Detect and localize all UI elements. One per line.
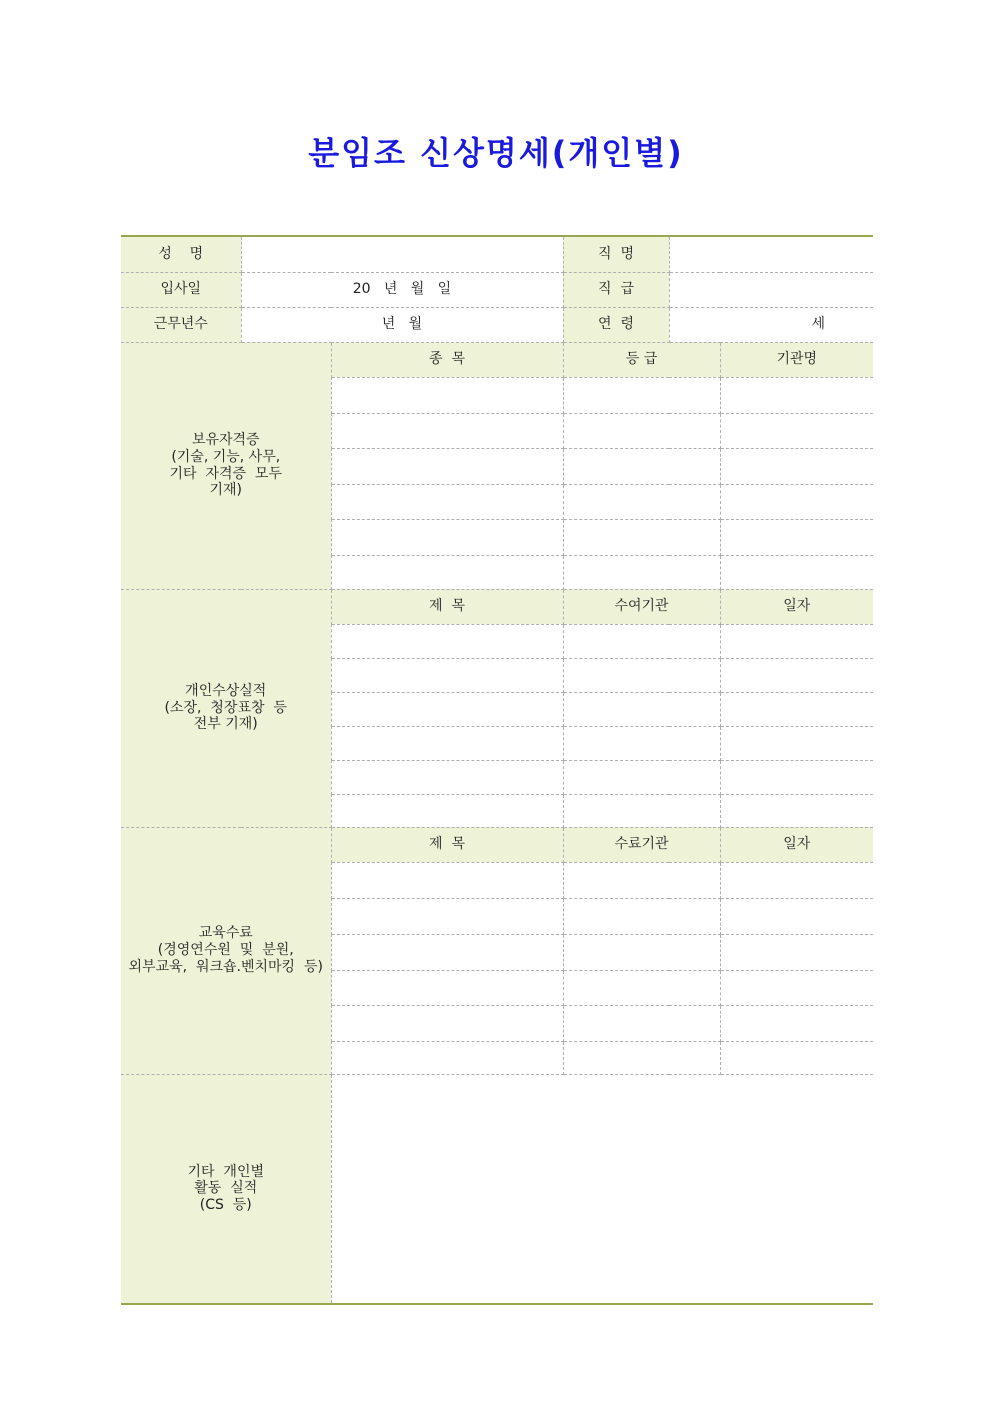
certs-section-label: [121, 342, 331, 589]
grade-label: 직 급: [563, 272, 669, 307]
education-label-line: 외부교육, 워크숍.벤치마킹 등): [128, 958, 323, 975]
awards-label-line: 개인수상실적: [185, 682, 267, 699]
education-header-date: 일자: [720, 827, 873, 862]
certs-header-grade: 등 급: [563, 342, 720, 377]
certs-label-line: 기재): [209, 482, 242, 499]
awards-cell[interactable]: [563, 726, 720, 760]
education-label-line: 교육수료: [198, 925, 253, 942]
awards-cell[interactable]: [331, 794, 563, 827]
position-label: 직 명: [563, 236, 669, 272]
certs-cell[interactable]: [720, 448, 873, 484]
other-activities-cell[interactable]: [331, 1074, 873, 1304]
education-cell[interactable]: [563, 970, 720, 1005]
awards-cell[interactable]: [563, 692, 720, 726]
awards-header-issuer: 수여기관: [563, 589, 720, 624]
other-section-label: [121, 1074, 331, 1304]
education-cell[interactable]: [331, 862, 563, 898]
awards-header-title: 제 목: [331, 589, 563, 624]
certs-cell[interactable]: [331, 484, 563, 519]
education-header-institution: 수료기관: [563, 827, 720, 862]
age-label: 연 령: [563, 307, 669, 342]
awards-cell[interactable]: [331, 692, 563, 726]
other-label-line: (CS 등): [199, 1197, 252, 1214]
certs-cell[interactable]: [331, 555, 563, 589]
certs-cell[interactable]: [563, 484, 720, 519]
join-date-value[interactable]: 20 년 월 일: [241, 272, 563, 307]
page-title: 분임조 신상명세(개인별): [308, 134, 684, 172]
join-date-label: 입사일: [121, 272, 241, 307]
education-header-title: 제 목: [331, 827, 563, 862]
education-cell[interactable]: [720, 1005, 873, 1041]
years-value[interactable]: 년 월: [241, 307, 563, 342]
certs-header-agency: 기관명: [720, 342, 873, 377]
awards-cell[interactable]: [720, 658, 873, 692]
awards-cell[interactable]: [720, 692, 873, 726]
education-cell[interactable]: [331, 934, 563, 970]
awards-cell[interactable]: [720, 760, 873, 794]
awards-cell[interactable]: [720, 624, 873, 658]
education-cell[interactable]: [720, 898, 873, 934]
awards-cell[interactable]: [563, 658, 720, 692]
certs-cell[interactable]: [331, 377, 563, 413]
certs-cell[interactable]: [563, 519, 720, 555]
certs-label-line: 보유자격증: [191, 431, 260, 448]
education-cell[interactable]: [563, 862, 720, 898]
certs-cell[interactable]: [331, 413, 563, 448]
certs-cell[interactable]: [720, 413, 873, 448]
certs-cell[interactable]: [563, 448, 720, 484]
certs-cell[interactable]: [563, 413, 720, 448]
profile-form-table: [121, 235, 873, 1305]
grade-value-cell[interactable]: [669, 272, 873, 307]
awards-section-label: [121, 589, 331, 827]
certs-cell[interactable]: [720, 484, 873, 519]
education-cell[interactable]: [331, 1005, 563, 1041]
awards-cell[interactable]: [331, 726, 563, 760]
position-value-cell[interactable]: [669, 236, 873, 272]
certs-label-line: (기술, 기능, 사무,: [171, 448, 281, 465]
education-cell[interactable]: [331, 1041, 563, 1074]
awards-cell[interactable]: [563, 794, 720, 827]
awards-cell[interactable]: [720, 794, 873, 827]
other-label-line: 활동 실적: [194, 1180, 258, 1197]
certs-header-item: 종 목: [331, 342, 563, 377]
awards-cell[interactable]: [331, 658, 563, 692]
education-cell[interactable]: [331, 898, 563, 934]
education-cell[interactable]: [563, 1005, 720, 1041]
certs-cell[interactable]: [563, 377, 720, 413]
education-cell[interactable]: [720, 970, 873, 1005]
other-label-line: 기타 개인별: [187, 1163, 265, 1180]
awards-cell[interactable]: [563, 624, 720, 658]
education-cell[interactable]: [563, 934, 720, 970]
awards-cell[interactable]: [331, 624, 563, 658]
education-cell[interactable]: [720, 934, 873, 970]
awards-label-line: 전부 기재): [193, 716, 258, 733]
education-label-line: (경영연수원 및 분원,: [157, 942, 294, 959]
education-section-label: [121, 827, 331, 1074]
awards-header-date: 일자: [720, 589, 873, 624]
certs-cell[interactable]: [563, 555, 720, 589]
certs-cell[interactable]: [331, 519, 563, 555]
education-cell[interactable]: [331, 970, 563, 1005]
certs-cell[interactable]: [720, 555, 873, 589]
education-cell[interactable]: [720, 1041, 873, 1074]
years-label: 근무년수: [121, 307, 241, 342]
awards-cell[interactable]: [563, 760, 720, 794]
name-label: 성 명: [121, 236, 241, 272]
education-cell[interactable]: [563, 898, 720, 934]
education-cell[interactable]: [720, 862, 873, 898]
education-cell[interactable]: [563, 1041, 720, 1074]
awards-cell[interactable]: [331, 760, 563, 794]
awards-cell[interactable]: [720, 726, 873, 760]
certs-cell[interactable]: [331, 448, 563, 484]
certs-cell[interactable]: [720, 377, 873, 413]
awards-label-line: (소장, 청장표창 등: [164, 699, 287, 716]
name-value-cell[interactable]: [241, 236, 563, 272]
age-value[interactable]: 세: [669, 307, 873, 342]
certs-label-line: 기타 자격증 모두: [169, 465, 282, 482]
certs-cell[interactable]: [720, 519, 873, 555]
